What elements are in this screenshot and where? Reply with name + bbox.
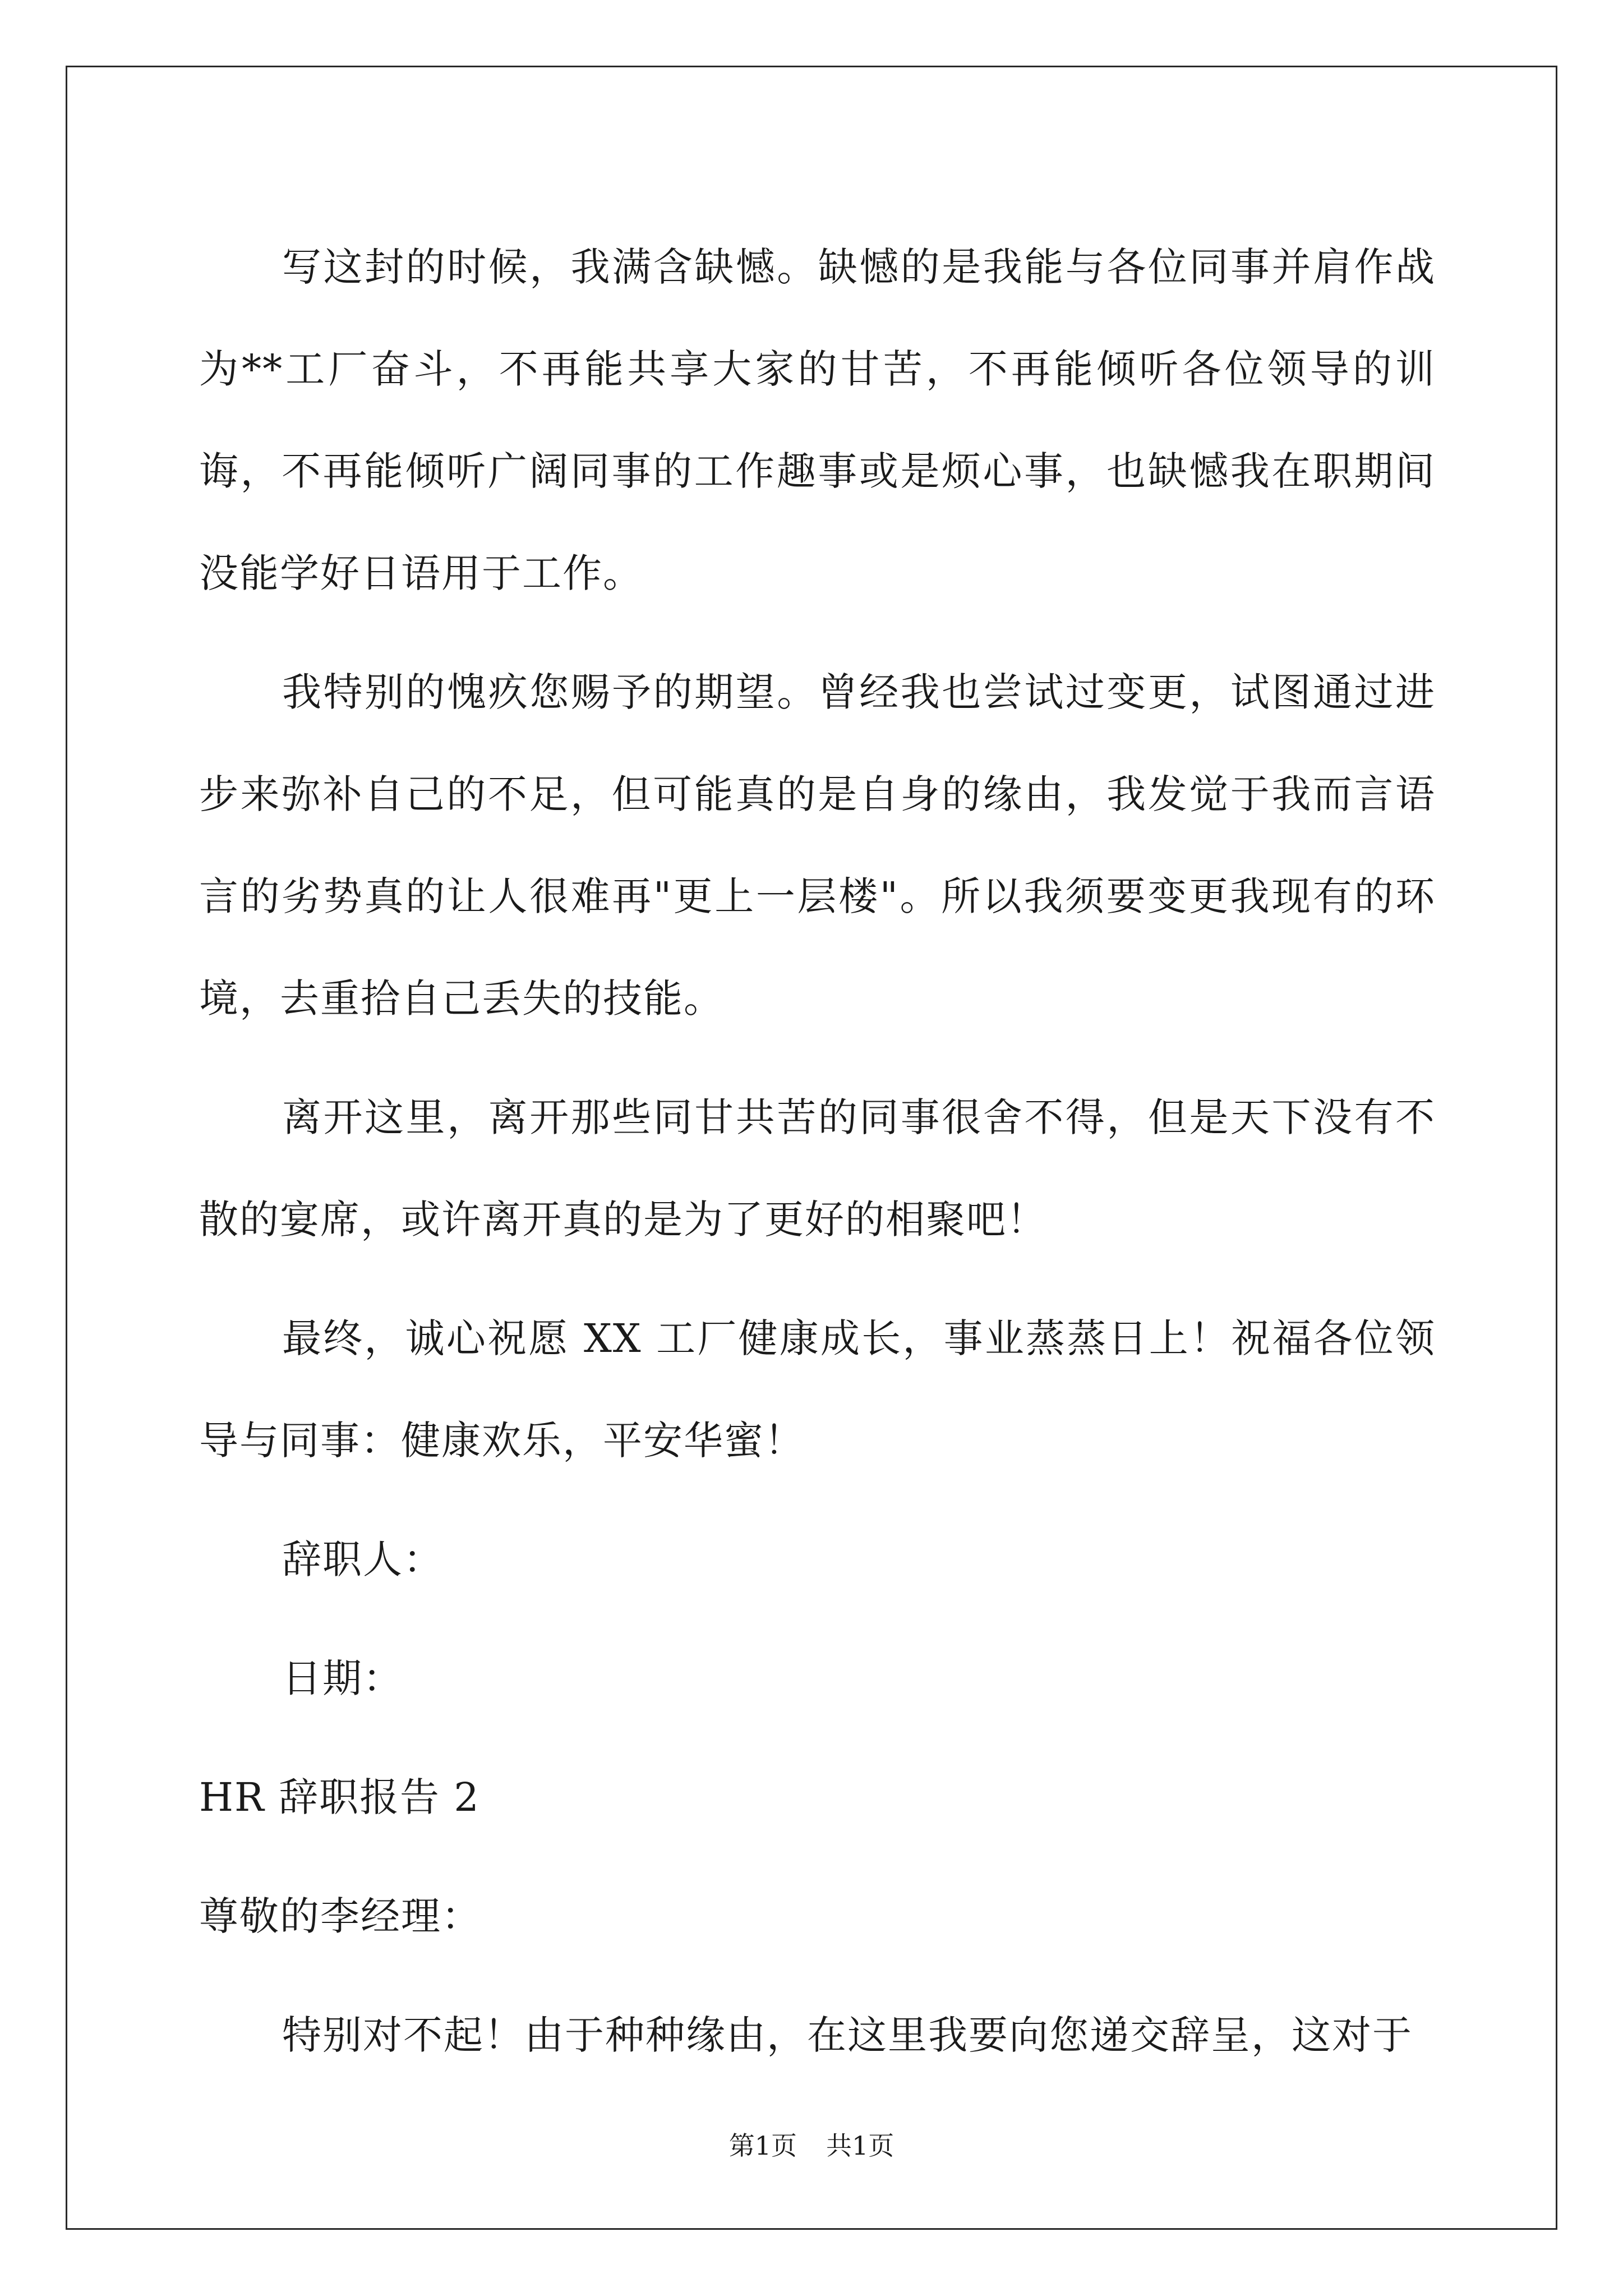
- paragraph-2: 我特别的愧疚您赐予的期望。曾经我也尝试过变更，试图通过进步来弥补自己的不足，但可能真的是自身的缘由，我发觉于我而言语言的劣势真的让人很难再"更上一层楼"。所以我须要变更我现有的环境，去重拾自己丢失的技能。: [199, 669, 1436, 1022]
- section-heading: HR 辞职报告 2: [199, 1774, 480, 1820]
- paragraph-4: 最终，诚心祝愿 XX 工厂健康成长，事业蒸蒸日上！祝福各位领导与同事：健康欢乐，平安华蜜！: [199, 1315, 1436, 1464]
- resigner-label: 辞职人：: [282, 1536, 444, 1582]
- page-number: 第1页: [728, 2131, 797, 2161]
- page-total: 共1页: [826, 2131, 895, 2161]
- page-footer: [0, 2129, 1623, 2162]
- salutation: 尊敬的李经理：: [199, 1893, 482, 1939]
- date-label: 日期：: [282, 1655, 403, 1701]
- document-body: [199, 216, 1436, 2103]
- paragraph-1: 写这封的时候，我满含缺憾。缺憾的是我能与各位同事并肩作战为**工厂奋斗，不再能共享大家的甘苦，不再能倾听各位领导的训诲，不再能倾听广阔同事的工作趣事或是烦心事，也缺憾我在职期间没能学好日语用于工作。: [199, 244, 1436, 596]
- paragraph-5: 特别对不起！由于种种缘由，在这里我要向您递交辞呈，这对于: [282, 2012, 1413, 2058]
- paragraph-3: 离开这里，离开那些同甘共苦的同事很舍不得，但是天下没有不散的宴席，或许离开真的是为了更好的相聚吧！: [199, 1094, 1436, 1243]
